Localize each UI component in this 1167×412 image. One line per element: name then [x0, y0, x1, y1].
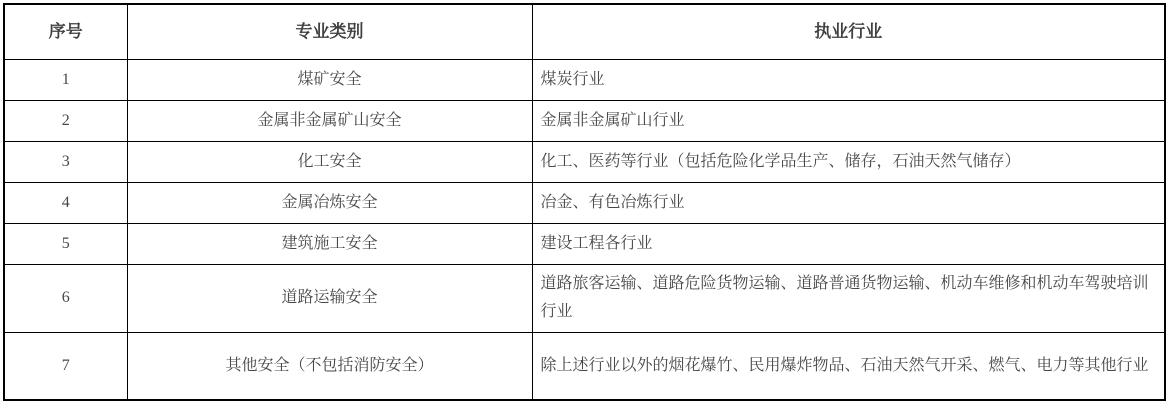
table-row: [4, 264, 1165, 332]
industry-cell: 道路旅客运输、道路危险货物运输、道路普通货物运输、机动车维修和机动车驾驶培训行业: [532, 264, 1165, 332]
category-cell: 金属非金属矿山安全: [127, 100, 532, 141]
category-cell: 道路运输安全: [127, 264, 532, 332]
row-number-cell: 5: [4, 223, 127, 264]
license-category-table: [3, 3, 1166, 401]
table-row: [4, 100, 1165, 141]
row-number-cell: 6: [4, 264, 127, 332]
industry-cell: 煤炭行业: [532, 59, 1165, 100]
category-cell: 其他安全（不包括消防安全）: [127, 332, 532, 400]
table-row: [4, 223, 1165, 264]
header-row: [4, 4, 1165, 59]
category-cell: 建筑施工安全: [127, 223, 532, 264]
col-header-industry: 执业行业: [532, 4, 1165, 59]
category-cell: 金属冶炼安全: [127, 182, 532, 223]
col-header-index: 序号: [4, 4, 127, 59]
row-number-cell: 3: [4, 141, 127, 182]
row-number-cell: 4: [4, 182, 127, 223]
category-cell: 化工安全: [127, 141, 532, 182]
table-row: [4, 332, 1165, 400]
industry-cell: 冶金、有色冶炼行业: [532, 182, 1165, 223]
table-row: [4, 182, 1165, 223]
table-row: [4, 59, 1165, 100]
col-header-category: 专业类别: [127, 4, 532, 59]
industry-cell: 除上述行业以外的烟花爆竹、民用爆炸物品、石油天然气开采、燃气、电力等其他行业: [532, 332, 1165, 400]
table-row: [4, 141, 1165, 182]
table-body: [4, 59, 1165, 400]
table-header: [4, 4, 1165, 59]
industry-cell: 金属非金属矿山行业: [532, 100, 1165, 141]
industry-cell: 化工、医药等行业（包括危险化学品生产、储存，石油天然气储存）: [532, 141, 1165, 182]
industry-cell: 建设工程各行业: [532, 223, 1165, 264]
category-cell: 煤矿安全: [127, 59, 532, 100]
row-number-cell: 2: [4, 100, 127, 141]
row-number-cell: 1: [4, 59, 127, 100]
row-number-cell: 7: [4, 332, 127, 400]
